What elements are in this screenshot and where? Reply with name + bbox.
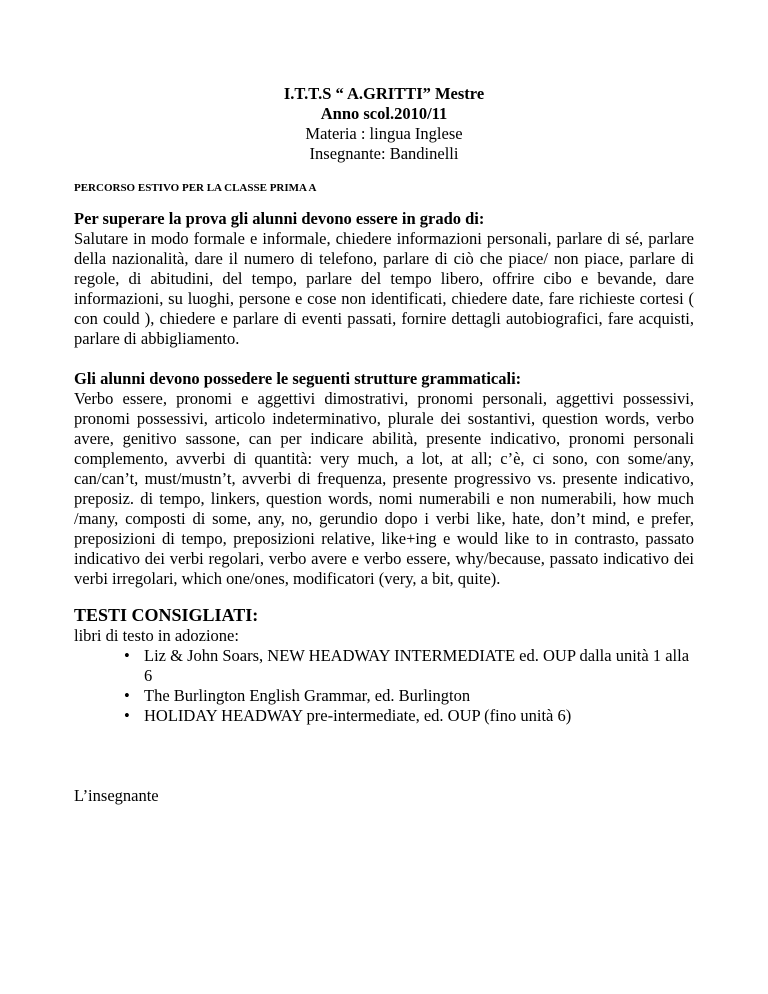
book-item-text: The Burlington English Grammar, ed. Burlington (144, 686, 471, 705)
subject-line: Materia : lingua Inglese (305, 124, 463, 143)
document-page (74, 84, 694, 806)
skills-paragraph: Salutare in modo formale e informale, chiedere informazioni personali, parlare di sé, parlare della nazionalità, dare il numero di telefono, parlare di ciò che piace/ non piace, parlare di regole, di abitudini, del tempo, parlare del tempo libero, offrire cibo e bevande, dare informazioni, su luoghi, persone e cose non identificati, chiedere date, fare richieste cortesi ( con could ), chiedere e parlare di eventi passati, fornire dettagli autobiografici, fare acquisti, parlare di abbigliamento. (74, 229, 694, 348)
recommended-texts-intro: libri di testo in adozione: (74, 626, 239, 645)
bullet-icon: • (124, 686, 130, 705)
grammar-paragraph: Verbo essere, pronomi e aggettivi dimostrativi, pronomi personali, aggettivi possessivi, pronomi possessivi, articolo indeterminativo, plurale dei sostantivi, question words, verbo avere, genitivo sassone, can per indicare abilità, presente indicativo, pronomi personali complemento, avverbi di quantità: very much, a lot, at all; c’è, ci sono, con some/any, can/can’t, must/mustn’t, avverbi di frequenza, presente progressivo vs. presente indicativo, preposiz. di tempo, linkers, question words, nomi numerabili e non numerabili, how much /many, composti di some, any, no, gerundio dopo i verbi like, hate, don’t mind, e prefer, preposizioni di tempo, preposizioni relative, like+ing e would like to in contrasto, passato indicativo dei verbi regolari, verbo avere e verbo essere, why/because, passato indicativo dei verbi irregolari, which one/ones, modificatori (very, a bit, quite). (74, 389, 694, 588)
course-subtitle: PERCORSO ESTIVO PER LA CLASSE PRIMA A (74, 182, 317, 194)
teacher-line: Insegnante: Bandinelli (309, 144, 459, 163)
list-item (124, 646, 694, 686)
book-item-text: HOLIDAY HEADWAY pre-intermediate, ed. OUP (fino unità 6) (144, 706, 572, 725)
signature: L’insegnante (74, 786, 159, 805)
bullet-icon: • (124, 646, 130, 665)
list-item (124, 686, 694, 706)
bullet-icon: • (124, 706, 130, 725)
school-year: Anno scol.2010/11 (320, 104, 448, 123)
grammar-section-title: Gli alunni devono possedere le seguenti strutture grammaticali: (74, 369, 522, 388)
book-list (74, 646, 694, 726)
recommended-texts-title: TESTI CONSIGLIATI: (74, 605, 259, 625)
book-item-text: Liz & John Soars, NEW HEADWAY INTERMEDIATE ed. OUP dalla unità 1 alla 6 (144, 646, 690, 685)
list-item (124, 706, 694, 726)
skills-section-title: Per superare la prova gli alunni devono essere in grado di: (74, 209, 485, 228)
document-header (74, 84, 694, 164)
school-name: I.T.T.S “ A.GRITTI” Mestre (283, 84, 485, 103)
